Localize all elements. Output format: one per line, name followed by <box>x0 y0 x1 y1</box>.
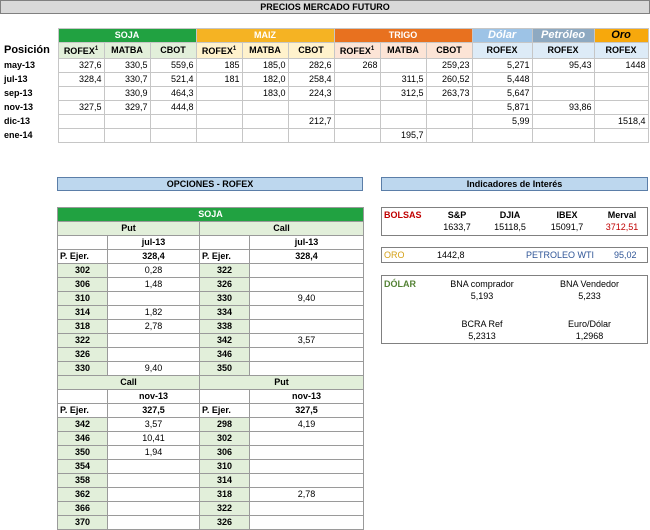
subheader-2: CBOT <box>150 43 196 59</box>
row-label: ene-14 <box>4 130 33 140</box>
table-row <box>58 488 364 502</box>
subheader-4: MATBA <box>242 43 288 59</box>
bolsas-djia-header: DJIA <box>499 210 521 220</box>
table-cell <box>532 115 594 129</box>
table-cell <box>594 73 648 87</box>
options-price-row <box>58 250 364 264</box>
strike-cell: 322 <box>200 502 250 516</box>
strike-cell: 326 <box>58 348 108 362</box>
strike-cell: 298 <box>200 418 250 432</box>
table-cell: 330,9 <box>104 87 150 101</box>
strike-cell: 314 <box>58 306 108 320</box>
table-cell: 1518,4 <box>594 115 648 129</box>
table-cell: 182,0 <box>242 73 288 87</box>
rofex-footnote: 1 <box>232 46 237 52</box>
bna-comprador-value: 5,193 <box>470 291 494 301</box>
table-cell <box>150 115 196 129</box>
group-maiz: MAIZ <box>196 29 334 43</box>
premium-cell <box>250 432 364 446</box>
bolsas-djia-value: 15118,5 <box>494 222 526 232</box>
row-label: dic-13 <box>4 116 31 126</box>
table-cell: 330,7 <box>104 73 150 87</box>
subheader-3: ROFEX$^1$ <box>196 43 242 59</box>
options-left-price: 328,4 <box>108 250 200 264</box>
strike-cell: 318 <box>58 320 108 334</box>
strike-cell: 350 <box>200 362 250 376</box>
premium-cell: 2,78 <box>250 488 364 502</box>
table-cell: 5,647 <box>472 87 532 101</box>
table-cell: 224,3 <box>288 87 334 101</box>
options-group-soja: SOJA <box>58 208 364 222</box>
table-cell <box>334 87 380 101</box>
table-row <box>58 362 364 376</box>
strike-cell: 330 <box>200 292 250 306</box>
table-cell <box>426 101 472 115</box>
table-cell: 263,73 <box>426 87 472 101</box>
strike-cell: 342 <box>58 418 108 432</box>
subheader-7: MATBA <box>380 43 426 59</box>
table-row <box>58 292 364 306</box>
table-row <box>2 115 648 129</box>
table-cell: 1448 <box>594 59 648 73</box>
premium-cell <box>108 488 200 502</box>
table-cell <box>104 115 150 129</box>
table-cell: 282,6 <box>288 59 334 73</box>
bolsas-label: BOLSAS <box>384 210 422 220</box>
options-side-header <box>58 222 364 236</box>
table-cell <box>594 129 648 143</box>
table-row <box>58 474 364 488</box>
premium-cell <box>108 474 200 488</box>
table-cell: 260,52 <box>426 73 472 87</box>
strike-cell: 346 <box>58 432 108 446</box>
options-table <box>57 207 364 530</box>
strike-cell: 354 <box>58 460 108 474</box>
options-side-header <box>58 376 364 390</box>
table-row <box>2 87 648 101</box>
row-label: sep-13 <box>4 88 33 98</box>
strike-cell: 330 <box>58 362 108 376</box>
row-label: may-13 <box>4 60 36 70</box>
table-cell <box>380 115 426 129</box>
bolsas-merval-value: 3712,51 <box>605 222 639 232</box>
table-cell <box>196 115 242 129</box>
table-cell <box>532 87 594 101</box>
table-cell: 5,448 <box>472 73 532 87</box>
options-month-row <box>58 236 364 250</box>
premium-cell <box>108 334 200 348</box>
table-row <box>2 73 648 87</box>
table-cell <box>380 59 426 73</box>
subheader-1: MATBA <box>104 43 150 59</box>
strike-cell: 310 <box>58 292 108 306</box>
page-title: PRECIOS MERCADO FUTURO <box>0 0 650 14</box>
euro-value: 1,2968 <box>575 331 604 341</box>
table-cell: 95,43 <box>532 59 594 73</box>
rofex-footnote: 1 <box>370 46 375 52</box>
table-cell: 268 <box>334 59 380 73</box>
dolar-box <box>381 275 648 344</box>
futures-table <box>2 28 649 143</box>
options-right-price: 328,4 <box>250 250 364 264</box>
table-row <box>58 460 364 474</box>
group-trigo: TRIGO <box>334 29 472 43</box>
table-cell <box>288 101 334 115</box>
premium-cell <box>250 502 364 516</box>
bolsas-merval-header: Merval <box>607 210 637 220</box>
premium-cell <box>250 278 364 292</box>
table-cell <box>288 129 334 143</box>
group-petroleo: Petróleo <box>532 29 594 43</box>
options-left-label: Call <box>58 376 200 390</box>
table-cell: 185,0 <box>242 59 288 73</box>
table-cell <box>594 87 648 101</box>
table-cell <box>532 73 594 87</box>
table-cell: 311,5 <box>380 73 426 87</box>
options-right-label: Put <box>200 376 364 390</box>
table-cell: 5,99 <box>472 115 532 129</box>
table-cell: 5,271 <box>472 59 532 73</box>
indicators-title: Indicadores de Interés <box>381 177 648 191</box>
oro-petroleo-box <box>381 247 648 263</box>
premium-cell: 2,78 <box>108 320 200 334</box>
table-cell: 258,4 <box>288 73 334 87</box>
options-left-month: jul-13 <box>108 236 200 250</box>
table-cell: 195,7 <box>380 129 426 143</box>
strike-cell: 310 <box>200 460 250 474</box>
table-cell: 93,86 <box>532 101 594 115</box>
table-cell <box>58 115 104 129</box>
table-row <box>58 446 364 460</box>
table-cell <box>242 115 288 129</box>
bolsas-sp-header: S&P <box>447 210 467 220</box>
table-cell <box>196 101 242 115</box>
bolsas-ibex-header: IBEX <box>556 210 578 220</box>
table-row <box>58 264 364 278</box>
strike-cell: 334 <box>200 306 250 320</box>
premium-cell <box>250 516 364 530</box>
table-row <box>58 306 364 320</box>
options-right-label: Call <box>200 222 364 236</box>
oro-value: 1442,8 <box>437 250 465 260</box>
table-cell: 259,23 <box>426 59 472 73</box>
strike-label: P. Ejer. <box>200 250 250 264</box>
strike-cell: 314 <box>200 474 250 488</box>
table-cell: 559,6 <box>150 59 196 73</box>
table-cell: 444,8 <box>150 101 196 115</box>
premium-cell <box>250 446 364 460</box>
bolsas-ibex-value: 15091,7 <box>550 222 584 232</box>
strike-cell: 302 <box>200 432 250 446</box>
premium-cell: 1,94 <box>108 446 200 460</box>
table-cell <box>472 129 532 143</box>
table-cell <box>380 101 426 115</box>
table-cell <box>58 129 104 143</box>
strike-cell: 342 <box>200 334 250 348</box>
options-left-month: nov-13 <box>108 390 200 404</box>
premium-cell <box>250 460 364 474</box>
premium-cell: 10,41 <box>108 432 200 446</box>
dolar-label: DÓLAR <box>384 279 416 289</box>
table-row <box>58 502 364 516</box>
oro-label: ORO <box>384 250 405 260</box>
premium-cell <box>250 474 364 488</box>
table-cell: 521,4 <box>150 73 196 87</box>
petroleo-label: PETROLEO WTI <box>526 250 595 260</box>
table-cell: 5,871 <box>472 101 532 115</box>
table-cell <box>334 73 380 87</box>
subheader-8: CBOT <box>426 43 472 59</box>
petroleo-value: 95,02 <box>614 250 637 260</box>
bna-comprador-label: BNA comprador <box>450 279 514 289</box>
table-cell <box>426 115 472 129</box>
bolsas-sp-value: 1633,7 <box>443 222 471 232</box>
table-row <box>2 101 648 115</box>
table-row <box>58 278 364 292</box>
table-cell <box>334 115 380 129</box>
strike-cell: 306 <box>58 278 108 292</box>
table-cell: 183,0 <box>242 87 288 101</box>
euro-label: Euro/Dólar <box>567 319 612 329</box>
row-label: nov-13 <box>4 102 34 112</box>
strike-cell: 358 <box>58 474 108 488</box>
table-cell: 327,5 <box>58 101 104 115</box>
table-row <box>58 418 364 432</box>
group-soja: SOJA <box>58 29 196 43</box>
options-price-row <box>58 404 364 418</box>
table-cell: 330,5 <box>104 59 150 73</box>
table-cell: 328,4 <box>58 73 104 87</box>
table-cell <box>150 129 196 143</box>
table-row <box>58 516 364 530</box>
premium-cell <box>108 502 200 516</box>
strike-cell: 338 <box>200 320 250 334</box>
subheader-9: ROFEX <box>472 43 532 59</box>
premium-cell <box>250 264 364 278</box>
strike-label: P. Ejer. <box>58 250 108 264</box>
table-cell: 327,6 <box>58 59 104 73</box>
options-title: OPCIONES - ROFEX <box>57 177 363 191</box>
group-oro: Oro <box>594 29 648 43</box>
strike-cell: 302 <box>58 264 108 278</box>
bcra-label: BCRA Ref <box>461 319 503 329</box>
table-row <box>58 348 364 362</box>
table-cell <box>196 129 242 143</box>
strike-cell: 318 <box>200 488 250 502</box>
bolsas-box <box>381 207 648 236</box>
premium-cell: 3,57 <box>108 418 200 432</box>
subheader-11: ROFEX <box>594 43 648 59</box>
row-label: jul-13 <box>4 74 28 84</box>
table-cell <box>196 87 242 101</box>
strike-cell: 350 <box>58 446 108 460</box>
strike-cell: 362 <box>58 488 108 502</box>
table-row <box>58 432 364 446</box>
strike-cell: 370 <box>58 516 108 530</box>
premium-cell <box>250 306 364 320</box>
premium-cell: 3,57 <box>250 334 364 348</box>
strike-cell: 322 <box>58 334 108 348</box>
table-cell: 464,3 <box>150 87 196 101</box>
table-cell <box>242 129 288 143</box>
options-right-price: 327,5 <box>250 404 364 418</box>
options-right-month: nov-13 <box>250 390 364 404</box>
options-left-label: Put <box>58 222 200 236</box>
group-dolar: Dólar <box>472 29 532 43</box>
premium-cell: 1,48 <box>108 278 200 292</box>
strike-cell: 322 <box>200 264 250 278</box>
table-row <box>2 129 648 143</box>
bna-vendedor-value: 5,233 <box>578 291 601 301</box>
table-cell: 185 <box>196 59 242 73</box>
table-cell: 312,5 <box>380 87 426 101</box>
strike-cell: 326 <box>200 516 250 530</box>
table-cell <box>426 129 472 143</box>
strike-cell: 366 <box>58 502 108 516</box>
table-cell: 181 <box>196 73 242 87</box>
strike-label: P. Ejer. <box>200 404 250 418</box>
premium-cell <box>250 320 364 334</box>
premium-cell: 4,19 <box>250 418 364 432</box>
strike-label: P. Ejer. <box>58 404 108 418</box>
subheader-5: CBOT <box>288 43 334 59</box>
strike-cell: 346 <box>200 348 250 362</box>
premium-cell <box>108 460 200 474</box>
table-cell <box>104 129 150 143</box>
subheader-0: ROFEX$^1$ <box>58 43 104 59</box>
options-left-price: 327,5 <box>108 404 200 418</box>
subheader-10: ROFEX <box>532 43 594 59</box>
table-cell <box>594 101 648 115</box>
bna-vendedor-label: BNA Vendedor <box>559 279 620 289</box>
table-cell: 212,7 <box>288 115 334 129</box>
table-cell <box>532 129 594 143</box>
premium-cell: 1,82 <box>108 306 200 320</box>
bcra-value: 5,2313 <box>468 331 496 341</box>
premium-cell <box>108 292 200 306</box>
premium-cell: 0,28 <box>108 264 200 278</box>
table-cell <box>334 129 380 143</box>
table-cell <box>334 101 380 115</box>
table-row <box>2 59 648 73</box>
premium-cell <box>108 348 200 362</box>
premium-cell <box>250 362 364 376</box>
posicion-label: Posición <box>4 44 50 56</box>
strike-cell: 326 <box>200 278 250 292</box>
rofex-footnote: 1 <box>94 46 99 52</box>
premium-cell: 9,40 <box>108 362 200 376</box>
options-month-row <box>58 390 364 404</box>
table-cell: 329,7 <box>104 101 150 115</box>
premium-cell <box>108 516 200 530</box>
strike-cell: 306 <box>200 446 250 460</box>
table-cell <box>242 101 288 115</box>
table-row <box>58 334 364 348</box>
table-row <box>58 320 364 334</box>
options-right-month: jul-13 <box>250 236 364 250</box>
table-cell <box>58 87 104 101</box>
premium-cell <box>250 348 364 362</box>
premium-cell: 9,40 <box>250 292 364 306</box>
subheader-6: ROFEX$^1$ <box>334 43 380 59</box>
